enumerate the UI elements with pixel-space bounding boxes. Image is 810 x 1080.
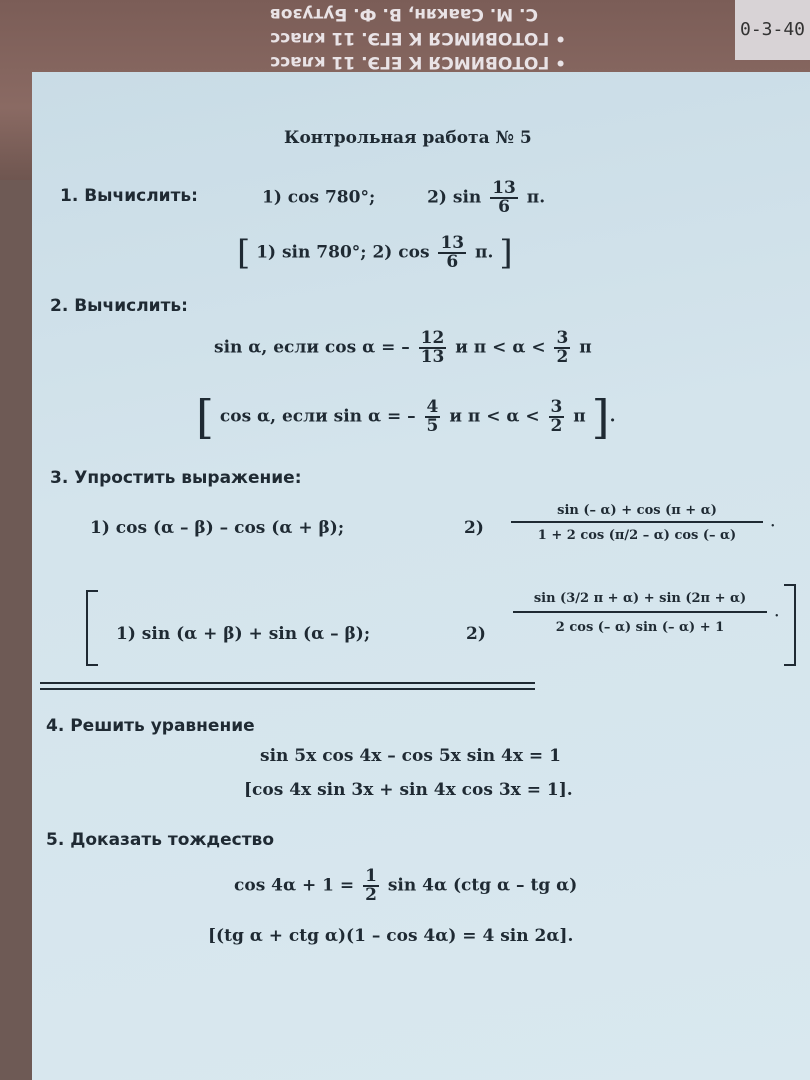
problem-5-identity: cos 4α + 1 = $\frac{1}{2}$ sin 4α (ctg α – tg α) xyxy=(234,866,578,905)
problem-3-task-2: $\frac{\sin (- \alpha) + \cos (\pi + \alpha)}{1 + 2 \cos (\pi/2 - \alpha) \cos (- \alpha)}$ . xyxy=(508,504,775,542)
problem-3-alt-task-1: 1) sin (α + β) + sin (α – β); xyxy=(116,624,371,644)
problem-1-alternative: [ 1) sin 780°; 2) cos $\frac{13}{6}$ π. ] xyxy=(237,233,513,273)
left-bracket xyxy=(86,590,98,666)
problem-2 xyxy=(50,298,188,315)
divider-line xyxy=(40,682,535,684)
fraction: $\frac{12}{13}$ xyxy=(420,328,445,367)
worksheet-page xyxy=(32,72,810,1080)
alt-task: 1) sin 780°; 2) cos xyxy=(256,242,430,263)
problem-number: 5. xyxy=(46,830,65,850)
problem-heading: Решить уравнение xyxy=(70,716,255,736)
problem-number: 4. xyxy=(46,716,65,736)
fraction: $\frac{4}{5}$ xyxy=(426,397,439,436)
problem-heading: Упростить выражение: xyxy=(74,468,302,488)
fraction: $\frac{13}{6}$ xyxy=(492,178,516,217)
task-2-prefix: 2) sin xyxy=(427,187,482,208)
problem-4-alternative: [cos 4x sin 3x + sin 4x cos 3x = 1]. xyxy=(244,780,573,800)
cover-series-repeat: • ГОТОВИМСЯ К ЕГЭ. 11 класс xyxy=(270,52,567,72)
fraction: $\frac{13}{6}$ xyxy=(440,233,465,272)
problem-3-alt-task-2: $\frac{\sin (3/2 \pi + \alpha) + \sin (2\pi + \alpha)}{2 \cos (- \alpha) \sin (- \alpha) + 1}$ . xyxy=(510,592,779,634)
task-1: 1) cos 780°; xyxy=(262,187,376,208)
problem-2-alternative: [ cos α, если sin α = – $\frac{4}{5}$ и π < α < $\frac{3}{2}$ π ]. xyxy=(196,390,616,444)
problem-heading: Доказать тождество xyxy=(70,830,274,850)
problem-3-task-1: 1) cos (α – β) – cos (α + β); xyxy=(90,518,345,538)
fraction: $\frac{\sin (- \alpha) + \cos (\pi + \alpha)}{1 + 2 \cos (\pi/2 - \alpha) \cos (- \alpha)}$ xyxy=(511,504,763,542)
cover-authors: С. М. Саакян, В. Ф. Бутузов xyxy=(270,4,538,24)
problem-2-main: sin α, если cos α = – $\frac{12}{13}$ и π < α < $\frac{3}{2}$ π xyxy=(214,328,592,367)
right-bracket xyxy=(784,584,796,666)
problem-heading: Вычислить: xyxy=(74,296,188,316)
problem-5-alternative: [(tg α + ctg α)(1 – cos 4α) = 4 sin 2α]. xyxy=(208,926,574,946)
problem-5 xyxy=(46,832,274,849)
problem-number: 1. xyxy=(60,186,79,206)
problem-3-alt-task-2-label: 2) xyxy=(466,624,486,644)
problem-number: 2. xyxy=(50,296,69,316)
cover-series: • ГОТОВИМСЯ К ЕГЭ. 11 класс xyxy=(270,28,567,48)
problem-4 xyxy=(46,718,255,735)
page-title: Контрольная работа № 5 xyxy=(284,128,532,148)
fraction: $\frac{3}{2}$ xyxy=(556,328,569,367)
problem-1 xyxy=(60,188,198,205)
problem-heading: Вычислить: xyxy=(84,186,198,206)
cover-sticker: 0-3-40 xyxy=(735,0,810,60)
problem-3 xyxy=(50,470,302,487)
problem-3-task-2-label: 2) xyxy=(464,518,484,538)
fraction: $\frac{\sin (3/2 \pi + \alpha) + \sin (2\pi + \alpha)}{2 \cos (- \alpha) \sin (- \alpha) + 1}$ xyxy=(513,592,767,634)
fraction: $\frac{1}{2}$ xyxy=(365,866,377,905)
problem-4-equation: sin 5x cos 4x – cos 5x sin 4x = 1 xyxy=(260,746,561,766)
problem-1-tasks: 1) cos 780°; 2) sin $\frac{13}{6}$ π. xyxy=(262,178,546,217)
fraction: $\frac{3}{2}$ xyxy=(550,397,563,436)
problem-number: 3. xyxy=(50,468,69,488)
divider-line xyxy=(40,688,535,690)
